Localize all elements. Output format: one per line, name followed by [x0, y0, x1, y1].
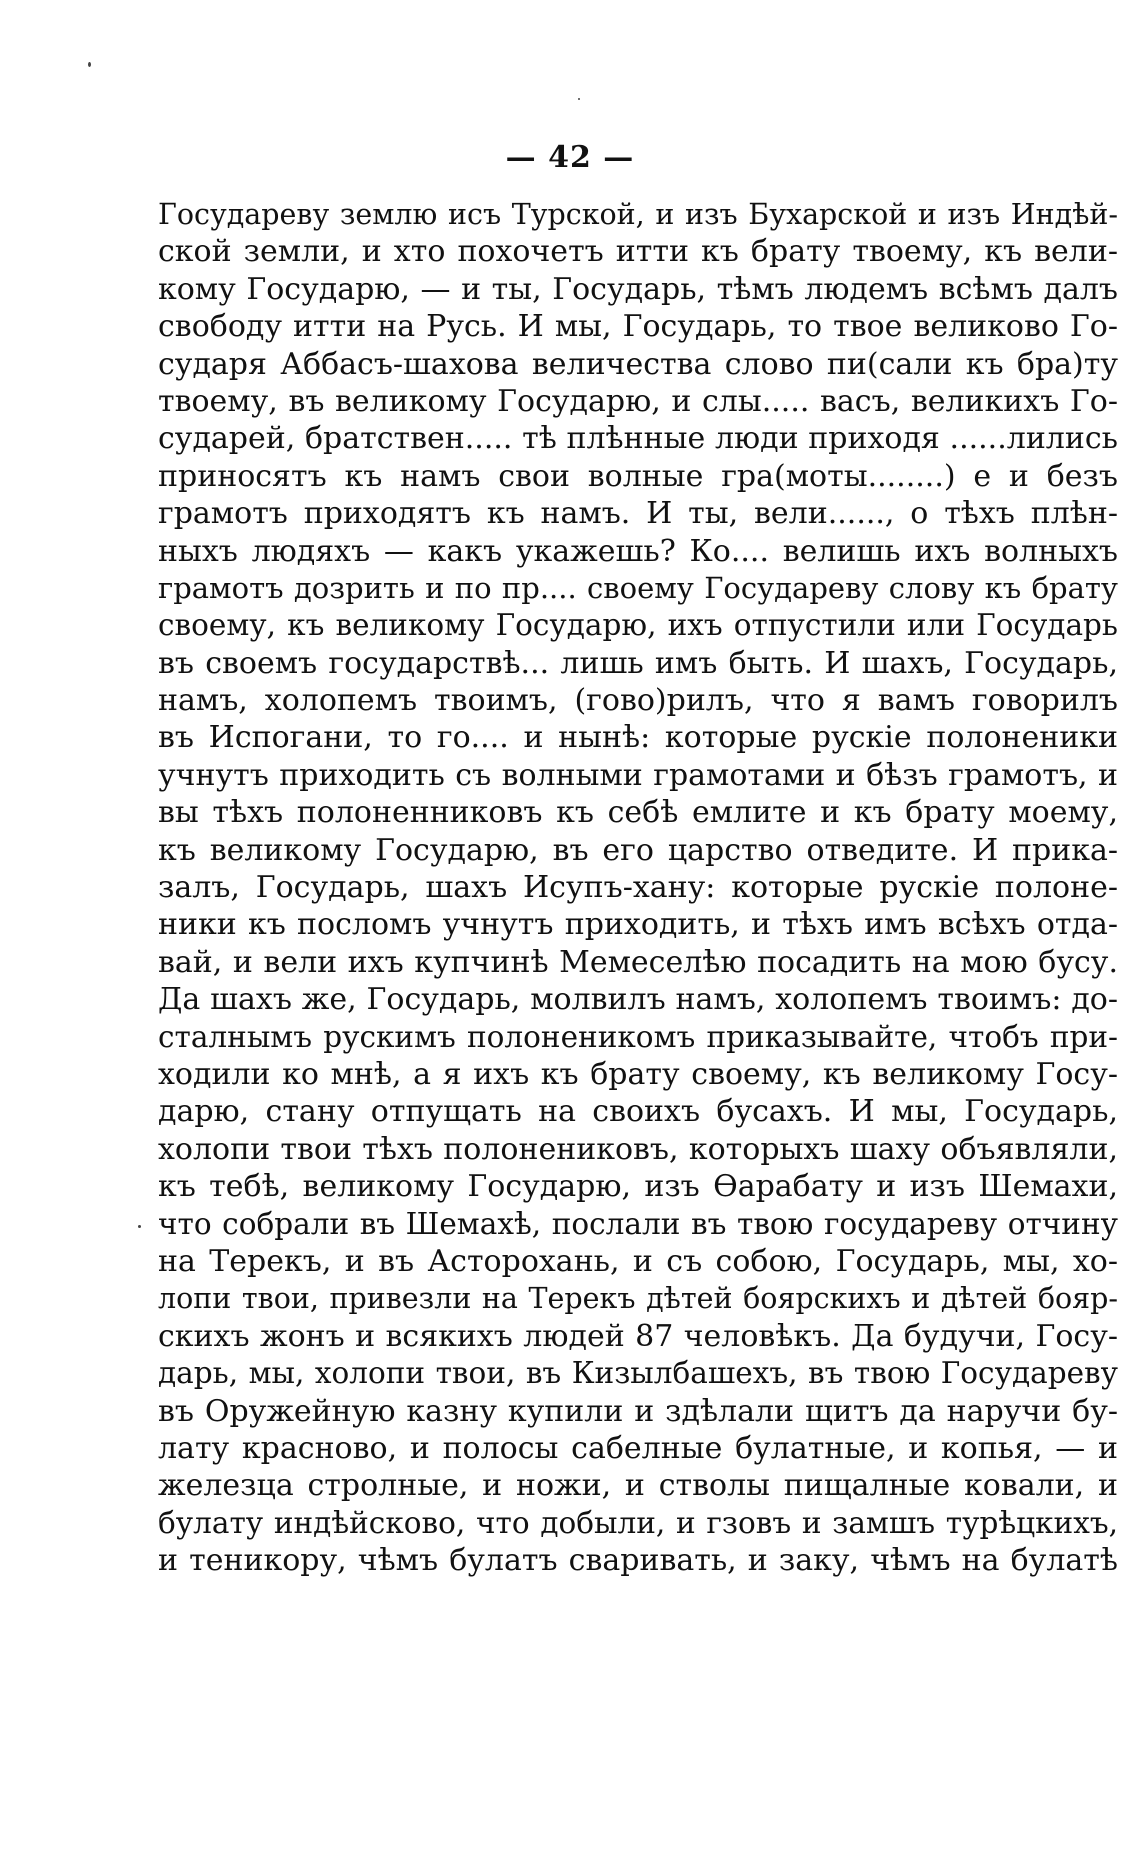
text-line: въ своемъ государствѣ... лишь имъ быть. И шахъ, Государь,: [158, 645, 1118, 681]
text-line: свободу итти на Русь. И мы, Государь, то твое великово Го-: [158, 309, 1118, 345]
text-line: въ Оружейную казну купили и здѣлали щитъ да наручи бу-: [158, 1393, 1118, 1429]
text-line: ской земли, и хто похочетъ итти къ брату твоему, къ вели-: [158, 234, 1118, 270]
text-line: и теникору, чѣмъ булатъ сваривать, и заку, чѣмъ на булатѣ: [158, 1543, 1118, 1579]
text-line: булату индѣйсково, что добыли, и гзовъ и замшъ турѣцкихъ,: [158, 1505, 1118, 1540]
text-line: вы тѣхъ полоненниковъ къ себѣ емлите и къ брату моему,: [158, 795, 1118, 831]
text-line: дарь, мы, холопи твои, въ Кизылбашехъ, въ твою Государеву: [158, 1356, 1118, 1391]
text-line: ныхъ людяхъ — какъ укажешь? Ко.... велишь ихъ волныхъ: [158, 533, 1118, 569]
page-number: — 42 —: [505, 140, 635, 175]
text-line: Государеву землю исъ Турской, и изъ Бухарской и изъ Индѣй-: [158, 198, 1118, 231]
text-line: вай, и вели ихъ купчинѣ Мемеселѣю посадить на мою бусу.: [158, 944, 1118, 980]
text-line: что собрали въ Шемахѣ, послали въ твою государеву отчину: [158, 1206, 1118, 1241]
text-line: железца стролные, и ножи, и стволы пищалные ковали, и: [158, 1468, 1118, 1504]
text-line: на Терекъ, и въ Асторохань, и съ собою, Государь, мы, хо-: [158, 1243, 1118, 1279]
text-line: сударя Аббасъ-шахова величества слово пи(сали къ бра)ту: [158, 346, 1118, 382]
text-line: сударей, братствен..... тѣ плѣнные люди приходя ......лились: [158, 421, 1118, 457]
text-line: намъ, холопемъ твоимъ, (гово)рилъ, что я вамъ говорилъ: [158, 683, 1118, 719]
text-line: лату красново, и полосы сабелные булатные, и копья, — и: [158, 1430, 1118, 1466]
text-line: кому Государю, — и ты, Государь, тѣмъ людемъ всѣмъ далъ: [158, 271, 1118, 307]
text-line: своему, къ великому Государю, ихъ отпустили или Государь: [158, 608, 1118, 643]
text-line: сталнымъ рускимъ полоненикомъ приказывайте, чтобъ при-: [158, 1019, 1118, 1054]
text-line: холопи твои тѣхъ полонениковъ, которыхъ шаху объявляли,: [158, 1131, 1118, 1167]
text-line: въ Испогани, то го.... и нынѣ: которые рускіе полоненики: [158, 720, 1118, 756]
scan-speck: [578, 98, 580, 100]
text-line: къ тебѣ, великому Государю, изъ Ѳарабату и изъ Шемахи,: [158, 1169, 1118, 1205]
text-line: грамотъ приходятъ къ намъ. И ты, вели......, о тѣхъ плѣн-: [158, 496, 1118, 532]
text-line: дарю, стану отпущать на своихъ бусахъ. И мы, Государь,: [158, 1094, 1118, 1130]
text-line: Да шахъ же, Государь, молвилъ намъ, холопемъ твоимъ: до-: [158, 982, 1118, 1018]
text-line: ники къ посломъ учнутъ приходить, и тѣхъ имъ всѣхъ отда-: [158, 907, 1118, 943]
text-line: приносятъ къ намъ свои волные гра(моты........) е и безъ: [158, 458, 1118, 494]
text-line: грамотъ дозрить и по пр.... своему Государеву слову къ брату: [158, 570, 1118, 605]
text-line: учнутъ приходить съ волными грамотами и бѣзъ грамотъ, и: [158, 757, 1118, 793]
text-line: залъ, Государь, шахъ Исупъ-хану: которые рускіе полоне-: [158, 870, 1118, 906]
text-line: скихъ жонъ и всякихъ людей 87 человѣкъ. Да будучи, Госу-: [158, 1318, 1118, 1354]
scan-speck: [88, 62, 91, 67]
text-line: къ великому Государю, въ его царство отведите. И прика-: [158, 832, 1118, 868]
body-text: [158, 196, 1118, 1579]
text-line: твоему, въ великому Государю, и слы..... васъ, великихъ Го-: [158, 383, 1118, 419]
text-line: ходили ко мнѣ, а я ихъ къ брату своему, къ великому Госу-: [158, 1056, 1118, 1092]
text-line: лопи твои, привезли на Терекъ дѣтей боярскихъ и дѣтей бояр-: [158, 1282, 1118, 1316]
scan-speck: [138, 1225, 141, 1228]
